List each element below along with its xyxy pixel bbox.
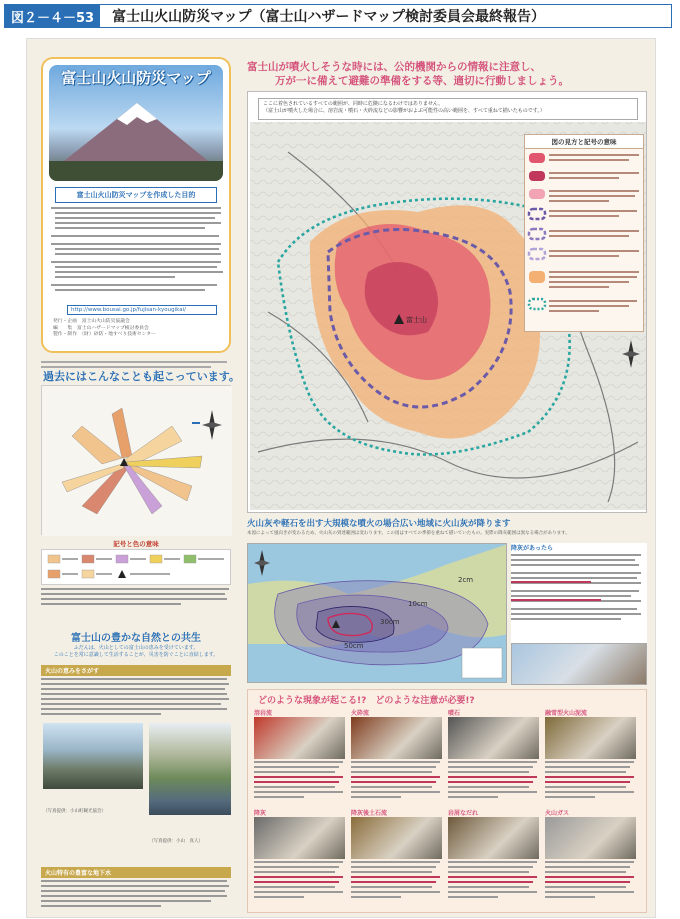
ring-label-2cm: 2cm [458, 576, 474, 584]
figure-title: 富士山火山防災マップ（富士山ハザードマップ検討委員会最終報告） [112, 9, 545, 25]
phenomenon-photo [254, 717, 345, 759]
phenomenon-text [254, 759, 349, 803]
photo-caption-1: （写真提供：小山町観光協会） [43, 809, 106, 814]
nature-subtitle: ふだんは、火山としての富士山の恵みを受けています。 このことを常に意識して生活することが、災害を防ぐことに直結します。 [53, 645, 219, 658]
tag-volcano-blessing: 火山の恵みをさがす [41, 665, 231, 676]
compass-icon [202, 410, 222, 440]
past-eruption-map [41, 385, 231, 535]
nature-heading: 富士山の豊かな自然との共生 [71, 633, 201, 644]
ash-heading: 火山灰や軽石を出す大規模な噴火の場合広い地域に火山灰が降ります [247, 519, 511, 529]
spring-water-photo [149, 723, 231, 815]
main-hazard-map [247, 91, 647, 513]
summit-label: 富士山 [406, 316, 427, 324]
phenomenon-photo [254, 817, 345, 859]
phenomenon-text [351, 759, 446, 803]
ash-compass-icon [254, 550, 270, 576]
ring-label-30cm: 30cm [380, 618, 400, 626]
phenomenon-photo [448, 717, 539, 759]
headline-line-1: 富士山が噴火しそうな時には、公的機関からの情報に注意し、 [247, 61, 541, 73]
phenomenon-name: 降灰 [254, 810, 267, 817]
past-heading: 過去にはこんなことも起こっています。 [43, 370, 240, 383]
legend-note [41, 587, 231, 615]
phenomenon-text [545, 859, 640, 903]
historic-lava-flows [42, 386, 232, 536]
legend-title: 図の見方と記号の意味 [525, 135, 643, 149]
phenomenon-photo [448, 817, 539, 859]
phenomenon-card [351, 708, 446, 806]
hazard-legend [524, 134, 644, 332]
phenomenon-card [448, 808, 543, 906]
map-compass-icon [622, 340, 640, 368]
figure-number: 図２－４－53 [5, 5, 100, 27]
photo-caption-2: （写真提供：小山 真人） [149, 839, 203, 844]
phenomenon-card [545, 808, 640, 906]
phenomenon-name: 降灰後土石流 [351, 810, 388, 817]
phenomenon-name: 溶岩流 [254, 710, 273, 717]
figure-header [4, 4, 672, 28]
nature-text-1 [41, 677, 231, 725]
purpose-heading: 富士山火山防災マップを作成した目的 [55, 187, 217, 203]
phenomenon-name: 岩屑なだれ [448, 810, 479, 817]
ash-map-graphic [248, 544, 507, 683]
hazard-map-poster [26, 38, 656, 918]
purpose-text [51, 205, 223, 305]
ashfall-notes [511, 543, 647, 643]
waterfall-photo [43, 723, 143, 789]
phenomenon-text [254, 859, 349, 903]
phenomenon-card [545, 708, 640, 806]
website-url[interactable]: http://www.bousai.go.jp/fujisan-kyougikai/ [67, 305, 217, 315]
phenomenon-card [448, 708, 543, 806]
ring-label-50cm: 50cm [344, 642, 364, 650]
phenomenon-text [351, 859, 446, 903]
phenomenon-name: 火山ガス [545, 810, 570, 817]
phenomenon-card [254, 708, 349, 806]
phenomenon-text [448, 759, 543, 803]
map-note-line-1: ここに着色されているすべての範囲が、同時に危険になるわけではありません。 [263, 101, 444, 107]
purpose-text-lines [51, 205, 223, 301]
phenomenon-name: 融雪型火山泥流 [545, 710, 588, 717]
ash-fall-map [247, 543, 507, 683]
nature-text-2 [41, 879, 231, 917]
ash-intro: 本図によって風向きが変わるため、火山灰の到達範囲は変わります。この図はすべての季節を重ねて描いていたもの。実際の降灰範囲は異なる場合があります。 [247, 531, 570, 536]
headline-line-2: 万が一に備えて避難の準備をする等、適切に行動しましょう。 [275, 75, 569, 87]
phenomenon-text [448, 859, 543, 903]
phenomena-heading: どのような現象が起こる!? どのような注意が必要!? [258, 696, 475, 706]
credits: 発行・企画 富士山火山防災協議会 編 集 富士山ハザードマップ検討委員会 製作・制作 （財）砂防・地すべり技術センター [53, 319, 156, 337]
phenomenon-photo [545, 817, 636, 859]
phenomenon-name: 火砕流 [351, 710, 370, 717]
phenomenon-photo [351, 817, 442, 859]
tag-groundwater: 火山特有の豊富な地下水 [41, 867, 231, 878]
phenomenon-photo [351, 717, 442, 759]
symbol-legend [41, 549, 231, 585]
phenomenon-name: 噴石 [448, 710, 461, 717]
cover-title: 富士山火山防災マップ [61, 69, 211, 87]
phenomenon-text [545, 759, 640, 803]
phenomena-grid [254, 708, 642, 908]
phenomenon-photo [545, 717, 636, 759]
legend-heading: 記号と色の意味 [113, 540, 159, 548]
satellite-ash-photo [511, 643, 647, 685]
ashfall-notes-title: 降灰があったら [511, 545, 553, 552]
phenomenon-card [254, 808, 349, 906]
phenomena-box [247, 689, 647, 913]
map-note-line-2: （富士山が噴火した場合に、溶岩流・噴石・火砕流などの影響がおよぶ可能性の高い範囲を、すべて重ねて描いたものです。） [263, 108, 545, 114]
ring-label-10cm: 10cm [408, 600, 428, 608]
cover-card [41, 57, 231, 353]
phenomenon-card [351, 808, 446, 906]
